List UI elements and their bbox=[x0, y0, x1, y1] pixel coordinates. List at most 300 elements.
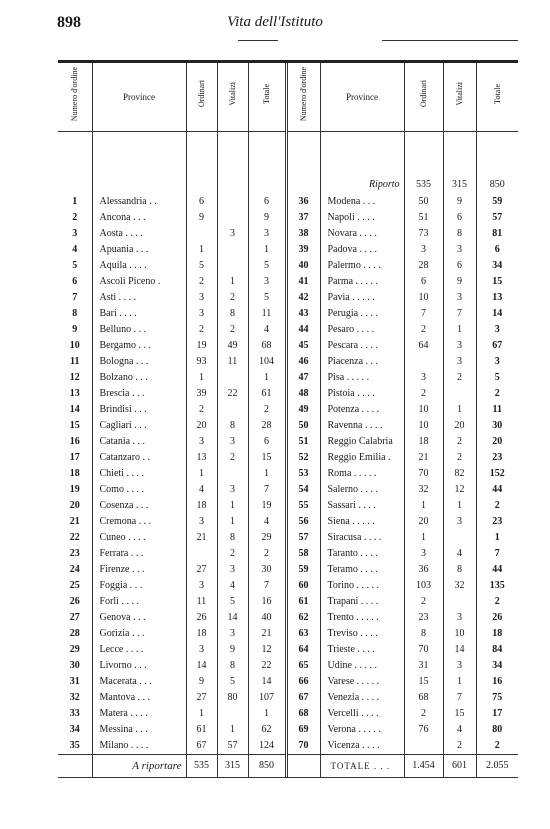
ordinari-value: 1 bbox=[404, 530, 443, 546]
row-number: 43 bbox=[286, 306, 320, 322]
row-number: 60 bbox=[286, 578, 320, 594]
col-header-number-right: Numero d'ordine bbox=[286, 63, 320, 132]
row-number: 69 bbox=[286, 722, 320, 738]
province-name: Trieste . . . . bbox=[320, 642, 404, 658]
totale-label: TOTALE . . . bbox=[320, 755, 404, 778]
vitalizi-value: 3 bbox=[443, 290, 476, 306]
province-name: Matera . . . . bbox=[92, 706, 186, 722]
vitalizi-value: 4 bbox=[443, 546, 476, 562]
table-row bbox=[58, 242, 518, 258]
header-rule-left bbox=[238, 40, 278, 41]
row-number: 50 bbox=[286, 418, 320, 434]
ordinari-value: 9 bbox=[186, 210, 217, 226]
province-name: Milano . . . . bbox=[92, 738, 186, 755]
province-name: Aosta . . . . bbox=[92, 226, 186, 242]
ordinari-value bbox=[186, 546, 217, 562]
province-name: Modena . . . bbox=[320, 194, 404, 210]
vitalizi-value: 8 bbox=[217, 418, 248, 434]
vitalizi-value: 3 bbox=[217, 562, 248, 578]
row-number: 22 bbox=[58, 530, 92, 546]
row-number: 17 bbox=[58, 450, 92, 466]
table-row bbox=[58, 290, 518, 306]
totale-value: 4 bbox=[248, 322, 286, 338]
vitalizi-value bbox=[443, 386, 476, 402]
totale-value: 9 bbox=[248, 210, 286, 226]
totale-value: 75 bbox=[492, 692, 503, 703]
table-row bbox=[58, 226, 518, 242]
province-name: Reggio Calabria bbox=[320, 434, 404, 450]
totale-value: 61 bbox=[248, 386, 286, 402]
col-header-vitalizi-right: Vitalizi bbox=[443, 63, 476, 132]
ordinari-value: 10 bbox=[404, 290, 443, 306]
totale-value: 18 bbox=[492, 628, 503, 639]
row-number: 51 bbox=[286, 434, 320, 450]
vitalizi-value: 5 bbox=[217, 594, 248, 610]
row-number: 10 bbox=[58, 338, 92, 354]
totale-value: 2 bbox=[494, 500, 500, 511]
province-name: Brindisi . . . bbox=[92, 402, 186, 418]
province-name: Venezia . . . . bbox=[320, 690, 404, 706]
row-number: 16 bbox=[58, 434, 92, 450]
table-row bbox=[58, 562, 518, 578]
vitalizi-value: 1 bbox=[443, 674, 476, 690]
ordinari-value: 3 bbox=[186, 578, 217, 594]
ordinari-value: 27 bbox=[186, 690, 217, 706]
totale-value: 1 bbox=[494, 532, 500, 543]
totale-value: 13 bbox=[492, 292, 503, 303]
province-name: Pistoia . . . . bbox=[320, 386, 404, 402]
ordinari-value: 3 bbox=[186, 306, 217, 322]
vitalizi-value: 2 bbox=[217, 546, 248, 562]
totale-value: 68 bbox=[248, 338, 286, 354]
totale-value: 6 bbox=[248, 434, 286, 450]
col-header-vitalizi-left: Vitalizi bbox=[217, 63, 248, 132]
province-name: Udine . . . . . bbox=[320, 658, 404, 674]
ordinari-value: 26 bbox=[186, 610, 217, 626]
spacer-row bbox=[58, 132, 518, 177]
totale-value: 67 bbox=[492, 340, 503, 351]
totale-value: 1 bbox=[248, 466, 286, 482]
province-name: Reggio Emilia . bbox=[320, 450, 404, 466]
row-number: 19 bbox=[58, 482, 92, 498]
table-row bbox=[58, 322, 518, 338]
row-number: 41 bbox=[286, 274, 320, 290]
vitalizi-value bbox=[217, 706, 248, 722]
row-number: 34 bbox=[58, 722, 92, 738]
ordinari-value: 61 bbox=[186, 722, 217, 738]
province-name: Taranto . . . . bbox=[320, 546, 404, 562]
ordinari-value: 3 bbox=[404, 370, 443, 386]
row-number: 18 bbox=[58, 466, 92, 482]
ordinari-value: 27 bbox=[186, 562, 217, 578]
province-name: Pavia . . . . . bbox=[320, 290, 404, 306]
col-header-totale-right: Totale bbox=[476, 63, 518, 132]
row-number: 59 bbox=[286, 562, 320, 578]
row-number: 40 bbox=[286, 258, 320, 274]
ordinari-value: 3 bbox=[186, 642, 217, 658]
vitalizi-value: 9 bbox=[443, 194, 476, 210]
row-number: 8 bbox=[58, 306, 92, 322]
totale-value: 2 bbox=[248, 402, 286, 418]
province-name: Napoli . . . . bbox=[320, 210, 404, 226]
province-name: Alessandria . . bbox=[92, 194, 186, 210]
vitalizi-value: 20 bbox=[443, 418, 476, 434]
totale-value: 107 bbox=[248, 690, 286, 706]
totale-value: 7 bbox=[494, 548, 500, 559]
vitalizi-value: 80 bbox=[217, 690, 248, 706]
vitalizi-value bbox=[217, 258, 248, 274]
vitalizi-value: 8 bbox=[217, 530, 248, 546]
ordinari-value bbox=[186, 226, 217, 242]
province-name: Bari . . . . bbox=[92, 306, 186, 322]
vitalizi-value: 3 bbox=[443, 338, 476, 354]
ordinari-value: 2 bbox=[186, 274, 217, 290]
province-name: Trapani . . . . bbox=[320, 594, 404, 610]
vitalizi-value: 6 bbox=[443, 210, 476, 226]
totale-value: 3 bbox=[494, 356, 500, 367]
totale-value: 12 bbox=[248, 642, 286, 658]
table-row bbox=[58, 418, 518, 434]
province-name: Pescara . . . . bbox=[320, 338, 404, 354]
totale-value: 59 bbox=[492, 196, 503, 207]
table-row bbox=[58, 274, 518, 290]
table-row bbox=[58, 434, 518, 450]
province-name: Perugia . . . . bbox=[320, 306, 404, 322]
vitalizi-value: 2 bbox=[443, 434, 476, 450]
province-name: Siracusa . . . . bbox=[320, 530, 404, 546]
province-name: Roma . . . . . bbox=[320, 466, 404, 482]
table-row bbox=[58, 610, 518, 626]
row-number: 49 bbox=[286, 402, 320, 418]
vitalizi-value: 9 bbox=[443, 274, 476, 290]
row-number: 54 bbox=[286, 482, 320, 498]
ordinari-value: 51 bbox=[404, 210, 443, 226]
ordinari-value: 8 bbox=[404, 626, 443, 642]
table-row bbox=[58, 450, 518, 466]
vitalizi-value: 12 bbox=[443, 482, 476, 498]
vitalizi-value: 1 bbox=[443, 322, 476, 338]
province-name: Bergamo . . . bbox=[92, 338, 186, 354]
a-riportare-totale: 850 bbox=[248, 755, 286, 778]
row-number: 46 bbox=[286, 354, 320, 370]
province-name: Treviso . . . . bbox=[320, 626, 404, 642]
totale-value: 6 bbox=[248, 194, 286, 210]
ordinari-value: 3 bbox=[186, 290, 217, 306]
ordinari-value: 93 bbox=[186, 354, 217, 370]
vitalizi-value: 22 bbox=[217, 386, 248, 402]
riporto-row bbox=[58, 176, 518, 194]
row-number: 44 bbox=[286, 322, 320, 338]
row-number: 30 bbox=[58, 658, 92, 674]
vitalizi-value: 11 bbox=[217, 354, 248, 370]
row-number: 65 bbox=[286, 658, 320, 674]
vitalizi-value: 9 bbox=[217, 642, 248, 658]
row-number: 20 bbox=[58, 498, 92, 514]
totale-value: 28 bbox=[248, 418, 286, 434]
riporto-ordinari: 535 bbox=[404, 176, 443, 194]
totale-value: 30 bbox=[492, 420, 503, 431]
table-row bbox=[58, 626, 518, 642]
vitalizi-value: 5 bbox=[217, 674, 248, 690]
totale-value: 2 bbox=[494, 596, 500, 607]
totale-value: 3 bbox=[248, 274, 286, 290]
ordinari-value: 68 bbox=[404, 690, 443, 706]
vitalizi-value: 1 bbox=[443, 498, 476, 514]
province-name: Novara . . . . bbox=[320, 226, 404, 242]
totale-value: 21 bbox=[248, 626, 286, 642]
vitalizi-value: 2 bbox=[217, 450, 248, 466]
ordinari-value: 64 bbox=[404, 338, 443, 354]
province-name: Padova . . . . bbox=[320, 242, 404, 258]
totale-value: 14 bbox=[248, 674, 286, 690]
province-name: Firenze . . . bbox=[92, 562, 186, 578]
ordinari-value: 10 bbox=[404, 402, 443, 418]
ordinari-value: 50 bbox=[404, 194, 443, 210]
table-row bbox=[58, 738, 518, 755]
row-number: 66 bbox=[286, 674, 320, 690]
province-name: Vicenza . . . . bbox=[320, 738, 404, 755]
row-number: 4 bbox=[58, 242, 92, 258]
ordinari-value: 2 bbox=[404, 594, 443, 610]
totale-value: 40 bbox=[248, 610, 286, 626]
ordinari-value: 2 bbox=[186, 322, 217, 338]
table-row bbox=[58, 498, 518, 514]
totale-value: 30 bbox=[248, 562, 286, 578]
vitalizi-value bbox=[217, 402, 248, 418]
vitalizi-value: 15 bbox=[443, 706, 476, 722]
totale-value: 34 bbox=[492, 660, 503, 671]
a-riportare-vitalizi: 315 bbox=[217, 755, 248, 778]
totale-value: 104 bbox=[248, 354, 286, 370]
totale-value: 84 bbox=[492, 644, 503, 655]
row-number: 28 bbox=[58, 626, 92, 642]
table-row bbox=[58, 482, 518, 498]
row-number: 52 bbox=[286, 450, 320, 466]
totale-value: 4 bbox=[248, 514, 286, 530]
vitalizi-value: 7 bbox=[443, 690, 476, 706]
vitalizi-value: 8 bbox=[443, 562, 476, 578]
ordinari-value: 70 bbox=[404, 466, 443, 482]
totale-value: 3 bbox=[248, 226, 286, 242]
vitalizi-value: 6 bbox=[443, 258, 476, 274]
ordinari-value: 20 bbox=[186, 418, 217, 434]
ordinari-value: 11 bbox=[186, 594, 217, 610]
province-name: Messina . . . bbox=[92, 722, 186, 738]
vitalizi-value: 4 bbox=[217, 578, 248, 594]
row-number: 6 bbox=[58, 274, 92, 290]
ordinari-value: 36 bbox=[404, 562, 443, 578]
table-row bbox=[58, 386, 518, 402]
ordinari-value: 21 bbox=[186, 530, 217, 546]
row-number: 15 bbox=[58, 418, 92, 434]
ordinari-value: 39 bbox=[186, 386, 217, 402]
ordinari-value: 32 bbox=[404, 482, 443, 498]
totale-value: 19 bbox=[248, 498, 286, 514]
row-number: 29 bbox=[58, 642, 92, 658]
table-row bbox=[58, 722, 518, 738]
table-row bbox=[58, 370, 518, 386]
row-number: 12 bbox=[58, 370, 92, 386]
header-rule-right bbox=[382, 40, 518, 41]
province-name: Como . . . . bbox=[92, 482, 186, 498]
totale-ordinari: 1.454 bbox=[404, 755, 443, 778]
vitalizi-value: 3 bbox=[443, 658, 476, 674]
vitalizi-value bbox=[217, 242, 248, 258]
province-name: Varese . . . . . bbox=[320, 674, 404, 690]
table-row bbox=[58, 690, 518, 706]
province-name: Ascoli Piceno . bbox=[92, 274, 186, 290]
totale-value: 2 bbox=[494, 740, 500, 751]
province-name: Siena . . . . . bbox=[320, 514, 404, 530]
ordinari-value: 1 bbox=[186, 370, 217, 386]
vitalizi-value: 3 bbox=[443, 514, 476, 530]
vitalizi-value: 3 bbox=[443, 354, 476, 370]
totale-value: 81 bbox=[492, 228, 503, 239]
table-row bbox=[58, 642, 518, 658]
vitalizi-value: 3 bbox=[217, 482, 248, 498]
vitalizi-value: 1 bbox=[217, 274, 248, 290]
ordinari-value: 10 bbox=[404, 418, 443, 434]
ordinari-value: 76 bbox=[404, 722, 443, 738]
vitalizi-value: 8 bbox=[217, 306, 248, 322]
row-number: 26 bbox=[58, 594, 92, 610]
vitalizi-value bbox=[217, 194, 248, 210]
col-header-ordinari-right: Ordinari bbox=[404, 63, 443, 132]
ordinari-value: 1 bbox=[186, 242, 217, 258]
row-number: 47 bbox=[286, 370, 320, 386]
province-name: Bologna . . . bbox=[92, 354, 186, 370]
province-name: Parma . . . . . bbox=[320, 274, 404, 290]
table-row bbox=[58, 354, 518, 370]
row-number: 31 bbox=[58, 674, 92, 690]
row-number: 57 bbox=[286, 530, 320, 546]
province-name: Ancona . . . bbox=[92, 210, 186, 226]
province-name: Sassari . . . . bbox=[320, 498, 404, 514]
row-number: 13 bbox=[58, 386, 92, 402]
totale-value: 1 bbox=[248, 242, 286, 258]
row-number: 25 bbox=[58, 578, 92, 594]
row-number: 32 bbox=[58, 690, 92, 706]
province-name: Mantova . . . bbox=[92, 690, 186, 706]
row-number: 36 bbox=[286, 194, 320, 210]
ordinari-value: 31 bbox=[404, 658, 443, 674]
table-row bbox=[58, 530, 518, 546]
table-bottom-rule bbox=[58, 777, 518, 778]
totale-value: 14 bbox=[492, 308, 503, 319]
row-number: 68 bbox=[286, 706, 320, 722]
row-number: 9 bbox=[58, 322, 92, 338]
vitalizi-value: 3 bbox=[443, 242, 476, 258]
vitalizi-value: 49 bbox=[217, 338, 248, 354]
totale-value: 62 bbox=[248, 722, 286, 738]
ordinari-value: 3 bbox=[404, 242, 443, 258]
totale-value: 57 bbox=[492, 212, 503, 223]
row-number: 48 bbox=[286, 386, 320, 402]
totale-value: 124 bbox=[248, 738, 286, 755]
table-row bbox=[58, 210, 518, 226]
row-number: 67 bbox=[286, 690, 320, 706]
province-name: Livorno . . . bbox=[92, 658, 186, 674]
totale-value: 5 bbox=[248, 290, 286, 306]
province-name: Apuania . . . bbox=[92, 242, 186, 258]
vitalizi-value: 2 bbox=[217, 322, 248, 338]
row-number: 33 bbox=[58, 706, 92, 722]
row-number: 61 bbox=[286, 594, 320, 610]
vitalizi-value: 1 bbox=[443, 402, 476, 418]
page-number: 898 bbox=[57, 14, 81, 31]
province-name: Salerno . . . . bbox=[320, 482, 404, 498]
table-row bbox=[58, 258, 518, 274]
table-row bbox=[58, 402, 518, 418]
vitalizi-value: 4 bbox=[443, 722, 476, 738]
totale-value: 152 bbox=[489, 468, 505, 479]
col-header-province-left: Province bbox=[92, 63, 186, 132]
table-row bbox=[58, 514, 518, 530]
ordinari-value: 18 bbox=[404, 434, 443, 450]
table-row bbox=[58, 546, 518, 562]
totale-value: 6 bbox=[494, 244, 500, 255]
totale-value: 44 bbox=[492, 484, 503, 495]
row-number: 37 bbox=[286, 210, 320, 226]
running-title: Vita dell'Istituto bbox=[227, 14, 323, 30]
vitalizi-value: 82 bbox=[443, 466, 476, 482]
province-name: Chieti . . . . bbox=[92, 466, 186, 482]
row-number: 23 bbox=[58, 546, 92, 562]
row-number: 70 bbox=[286, 738, 320, 755]
province-name: Cosenza . . . bbox=[92, 498, 186, 514]
table-row bbox=[58, 338, 518, 354]
table-header-row bbox=[58, 63, 518, 132]
totale-value: 135 bbox=[489, 580, 505, 591]
totale-value: 15 bbox=[492, 276, 503, 287]
footer-row bbox=[58, 755, 518, 778]
vitalizi-value: 8 bbox=[443, 226, 476, 242]
province-name: Torino . . . . . bbox=[320, 578, 404, 594]
province-name: Brescia . . . bbox=[92, 386, 186, 402]
vitalizi-value bbox=[217, 210, 248, 226]
ordinari-value: 5 bbox=[186, 258, 217, 274]
ordinari-value: 18 bbox=[186, 498, 217, 514]
province-name: Trento . . . . . bbox=[320, 610, 404, 626]
vitalizi-value: 3 bbox=[217, 434, 248, 450]
province-name: Macerata . . . bbox=[92, 674, 186, 690]
vitalizi-value: 2 bbox=[443, 738, 476, 755]
ordinari-value: 18 bbox=[186, 626, 217, 642]
row-number: 27 bbox=[58, 610, 92, 626]
province-name: Cremona . . . bbox=[92, 514, 186, 530]
vitalizi-value bbox=[217, 370, 248, 386]
row-number: 39 bbox=[286, 242, 320, 258]
col-header-totale-left: Totale bbox=[248, 63, 286, 132]
totale-value: 11 bbox=[248, 306, 286, 322]
riporto-label: Riporto bbox=[320, 176, 404, 194]
province-name: Belluno . . . bbox=[92, 322, 186, 338]
table-row bbox=[58, 674, 518, 690]
province-name: Forlì . . . . bbox=[92, 594, 186, 610]
province-name: Catania . . . bbox=[92, 434, 186, 450]
province-name: Aquila . . . . bbox=[92, 258, 186, 274]
vitalizi-value bbox=[443, 530, 476, 546]
province-name: Potenza . . . . bbox=[320, 402, 404, 418]
vitalizi-value: 1 bbox=[217, 498, 248, 514]
ordinari-value: 1 bbox=[404, 498, 443, 514]
vitalizi-value: 57 bbox=[217, 738, 248, 755]
vitalizi-value: 7 bbox=[443, 306, 476, 322]
col-header-number-left: Numero d'ordine bbox=[58, 63, 92, 132]
ordinari-value: 15 bbox=[404, 674, 443, 690]
province-name: Cagliari . . . bbox=[92, 418, 186, 434]
vitalizi-value: 2 bbox=[217, 290, 248, 306]
